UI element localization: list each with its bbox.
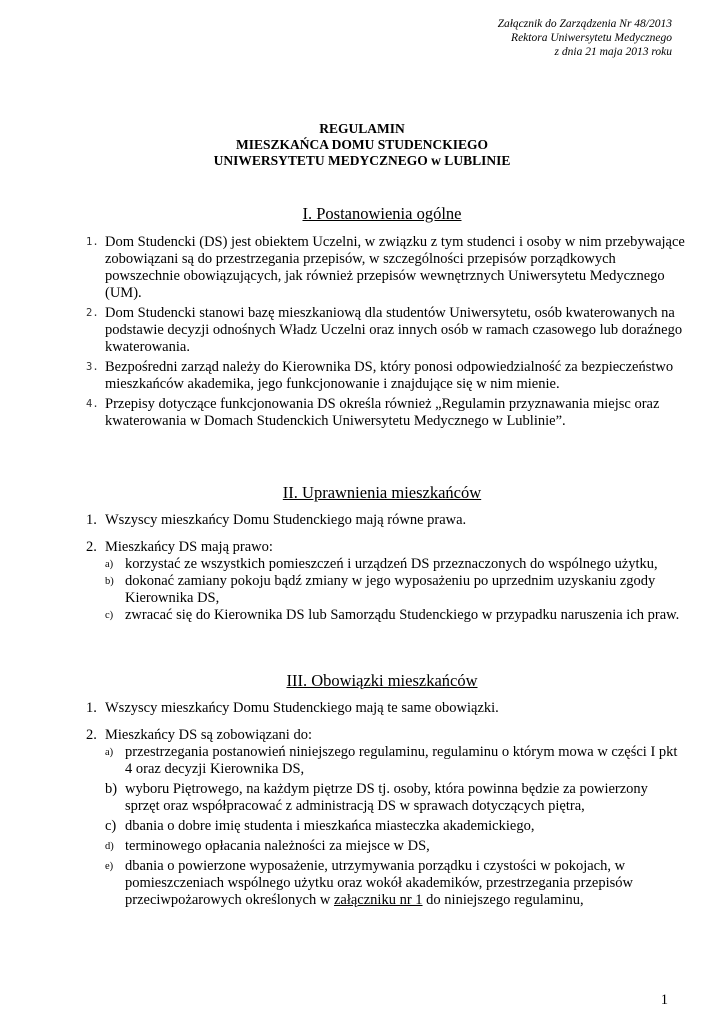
sub-item-text: dokonać zamiany pokoju bądź zmiany w jego wyposażeniu po uprzednim uzyskaniu zgody Kierownika DS,	[125, 573, 656, 606]
header-line-1: Załącznik do Zarządzenia Nr 48/2013	[497, 18, 672, 30]
document-title	[0, 121, 724, 169]
sub-item	[105, 781, 686, 815]
list-item	[86, 359, 686, 393]
item-text: Wszyscy mieszkańcy Domu Studenckiego mają równe prawa.	[105, 512, 467, 528]
sub-item-text: korzystać ze wszystkich pomieszczeń i urządzeń DS przeznaczonych do wspólnego użytku,	[125, 556, 658, 572]
sub-item	[105, 573, 686, 607]
title-line-2: MIESZKAŃCA DOMU STUDENCKIEGO	[235, 137, 489, 152]
item-text: Mieszkańcy DS są zobowiązani do:	[105, 727, 312, 743]
page-number: 1	[660, 992, 668, 1008]
sub-item	[105, 744, 686, 778]
item-number: 1.	[86, 236, 99, 248]
sub-item-letter: d)	[105, 841, 114, 852]
document-header	[372, 17, 672, 59]
list-item	[86, 700, 686, 717]
item-text: Mieszkańcy DS mają prawo:	[105, 539, 273, 555]
section-3-list	[86, 700, 686, 909]
sub-item-text: zwracać się do Kierownika DS lub Samorządu Studenckiego w przypadku naruszenia ich praw.	[125, 607, 680, 623]
item-text: Dom Studencki stanowi bazę mieszkaniową dla studentów Uniwersytetu, osób kwaterowanych na podstawie decyzji odnośnych Władz Uczelni oraz innych osób w ramach czasowego lub doraźnego kwaterowania.	[105, 305, 683, 355]
sub-item-text: dbania o dobre imię studenta i mieszkańca miasteczka akademickiego,	[125, 818, 535, 834]
item-number: 3.	[86, 361, 99, 373]
item-number: 2.	[86, 727, 97, 743]
item-number: 2.	[86, 539, 97, 555]
section-2-heading: II. Uprawnienia mieszkańców	[282, 483, 482, 502]
title-line-3: UNIWERSYTETU MEDYCZNEGO w LUBLINIE	[213, 153, 511, 168]
title-line-1: REGULAMIN	[319, 121, 405, 136]
section-3-heading: III. Obowiązki mieszkańców	[286, 671, 478, 690]
sub-item	[105, 838, 686, 855]
list-item	[86, 539, 686, 556]
sub-item-letter: a)	[105, 747, 114, 758]
list-item	[86, 512, 686, 529]
sub-item-letter: b)	[105, 781, 118, 797]
sub-item-text-end: do niniejszego regulaminu,	[422, 892, 584, 908]
item-text: Wszyscy mieszkańcy Domu Studenckiego mają te same obowiązki.	[105, 700, 499, 716]
sub-item-letter: e)	[105, 861, 114, 872]
sub-item	[105, 858, 686, 909]
item-number: 2.	[86, 307, 99, 319]
section-2-sublist	[86, 556, 686, 624]
attachment-1-link[interactable]: załączniku nr 1	[333, 892, 423, 908]
sub-item	[105, 556, 686, 573]
item-text: Bezpośredni zarząd należy do Kierownika DS, który ponosi odpowiedzialność za bezpieczeństwo mieszkańców akademika, jego funkcjonowanie i znajdujące się w nim mienie.	[105, 359, 674, 392]
section-1-heading: I. Postanowienia ogólne	[302, 204, 462, 223]
sub-item-letter: a)	[105, 559, 114, 570]
header-line-2: Rektora Uniwersytetu Medycznego	[511, 32, 672, 44]
sub-item-letter: c)	[105, 610, 114, 621]
sub-item-letter: c)	[105, 818, 117, 834]
section-3-sublist	[86, 744, 686, 909]
sub-item-text: przestrzegania postanowień niniejszego regulaminu, regulaminu o którym mowa w części I pkt 4 oraz decyzji Kierownika DS,	[125, 744, 678, 777]
item-text: Dom Studencki (DS) jest obiektem Uczelni, w związku z tym studenci i osoby w nim przebywające zobowiązani są do przestrzegania przepisów, w szczególności przepisów porządkowych powszechnie obowiązujących, jak również przepisów wewnętrznych Uniwersytetu Medycznego (UM).	[105, 234, 685, 301]
sub-item-letter: b)	[105, 576, 114, 587]
sub-item-text: dbania o powierzone wyposażenie, utrzymywania porządku i czystości w pokojach, w pomieszczeniach wspólnego użytku oraz wokół akademików, przestrzegania przepisów przeciwpożarowych określonych w	[125, 858, 633, 908]
item-number: 4.	[86, 398, 99, 410]
section-1-list	[86, 234, 686, 430]
list-item	[86, 727, 686, 744]
sub-item-text: wyboru Piętrowego, na każdym piętrze DS tj. osoby, która powinna będzie za powierzony sprzęt oraz współpracować z administracją DS w sprawach dotyczących piętra,	[125, 781, 648, 814]
sub-item	[105, 607, 686, 624]
sub-item-text: terminowego opłacania należności za miejsce w DS,	[125, 838, 430, 854]
sub-item	[105, 818, 686, 835]
list-item	[86, 305, 686, 356]
list-item	[86, 234, 686, 302]
item-text: Przepisy dotyczące funkcjonowania DS określa również „Regulamin przyznawania miejsc oraz kwaterowania w Domach Studenckich Uniwersytetu Medycznego w Lublinie”.	[105, 396, 660, 429]
list-item	[86, 396, 686, 430]
section-2-list	[86, 512, 686, 624]
item-number: 1.	[86, 700, 97, 716]
item-number: 1.	[86, 512, 97, 528]
header-line-3: z dnia 21 maja 2013 roku	[554, 46, 672, 58]
